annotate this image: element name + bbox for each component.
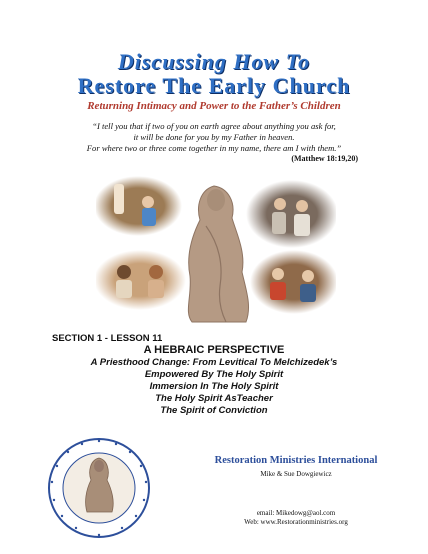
organization-name: Restoration Ministries International — [214, 455, 378, 466]
lesson-topics — [0, 357, 428, 417]
title-line-2: Restore The Early Church — [77, 73, 351, 98]
subtitle: Returning Intimacy and Power to the Father’s Children — [87, 100, 341, 112]
quote-line-2: it will be done for you by my Father in heaven. — [133, 132, 295, 142]
quote-line-1: “I tell you that if two of you on earth agree about anything you ask for, — [92, 121, 336, 131]
topic-item: Empowered By The Holy Spirit — [144, 369, 284, 380]
organization-website: Web: www.Restorationministries.org — [244, 518, 348, 526]
quote-reference: (Matthew 18:19,20) — [291, 154, 358, 163]
organization-people: Mike & Sue Dowgiewicz — [260, 470, 332, 478]
organization-email: email: Mikedowg@aol.com — [256, 509, 336, 517]
photo-collage-image — [96, 176, 336, 326]
section-label: SECTION 1 - LESSON 11 — [52, 333, 163, 344]
scripture-quote — [40, 121, 388, 154]
title-line-1: Discussing How To — [117, 49, 311, 74]
topic-item: Immersion In The Holy Spirit — [149, 381, 279, 392]
quote-line-3: For where two or three come together in my name, there am I with them.” — [86, 143, 342, 153]
topic-item: The Holy Spirit AsTeacher — [155, 393, 273, 404]
topic-item: The Spirit of Conviction — [160, 405, 268, 416]
topic-item: A Priesthood Change: From Levitical To Melchizedek’s — [90, 357, 338, 368]
seal-logo — [46, 436, 152, 540]
section-title: A HEBRAIC PERSPECTIVE — [143, 344, 285, 356]
